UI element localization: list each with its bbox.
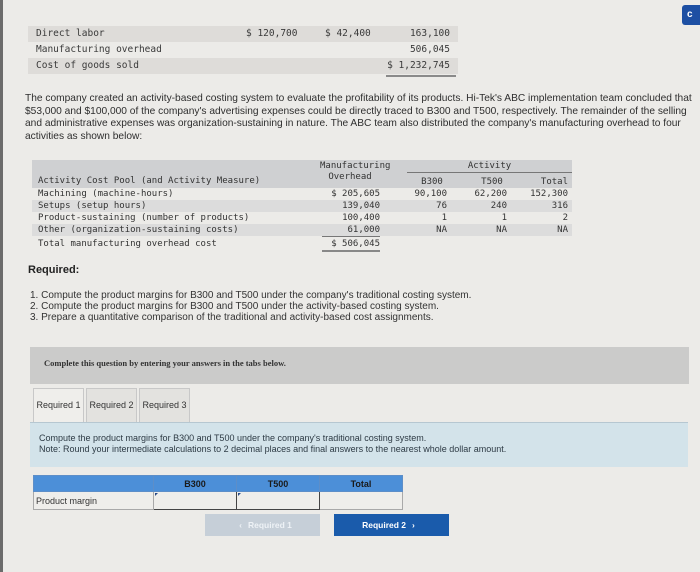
cost-of-goods-table: [28, 26, 458, 74]
header-blank: [34, 476, 154, 492]
total-value: 2: [562, 213, 568, 223]
overhead-value: 61,000: [322, 224, 380, 237]
total-value: $ 1,232,745: [387, 60, 450, 71]
total-value: 163,100: [409, 28, 450, 39]
header-pool: Activity Cost Pool (and Activity Measure): [38, 176, 261, 186]
b300-value: 76: [436, 201, 447, 211]
table-row: [32, 224, 572, 236]
total-value: NA: [557, 225, 568, 235]
pool-label: Other (organization-sustaining costs): [38, 225, 239, 235]
chevron-left-icon: ‹: [239, 520, 242, 530]
previous-required-button[interactable]: [205, 514, 320, 536]
t500-value: NA: [496, 225, 507, 235]
answer-table: [33, 475, 403, 510]
pool-label: Total manufacturing overhead cost: [38, 239, 217, 249]
overhead-value: 100,400: [342, 213, 380, 223]
double-underline: [386, 75, 456, 78]
header-overhead: [320, 161, 391, 183]
instruction-text: Complete this question by entering your answers in the tabs below.: [44, 358, 286, 368]
overhead-total-value: $ 506,045: [322, 238, 380, 252]
overhead-value: 139,040: [342, 201, 380, 211]
required-item: 1. Compute the product margins for B300 and T500 under the company's traditional costing system.: [30, 290, 472, 301]
header-total: Total: [320, 476, 403, 492]
table-row: [32, 188, 572, 200]
overhead-value: $ 205,605: [331, 189, 380, 199]
pool-label: Product-sustaining (number of products): [38, 213, 250, 223]
t500-value: $ 42,400: [325, 28, 371, 39]
tab-required-3[interactable]: Required 3: [139, 388, 190, 422]
t500-margin-input[interactable]: [237, 492, 320, 510]
cogs-row-cost-of-goods-sold: [28, 58, 458, 74]
table-row: [34, 492, 403, 510]
b300-value: $ 120,700: [246, 28, 298, 39]
required-heading: Required:: [28, 264, 80, 276]
corner-button[interactable]: c: [682, 5, 700, 25]
b300-margin-input[interactable]: [154, 492, 237, 510]
total-value: 152,300: [530, 189, 568, 199]
header-b300: B300: [154, 476, 237, 492]
b300-value: 90,100: [414, 189, 447, 199]
prev-label: Required 1: [247, 520, 292, 530]
row-label: Cost of goods sold: [36, 60, 139, 71]
t500-value: 1: [501, 213, 507, 223]
total-value: 506,045: [410, 42, 450, 59]
table-row: [32, 212, 572, 224]
tab-required-1[interactable]: Required 1: [33, 388, 84, 423]
header-total: Total: [540, 177, 568, 187]
row-label: Manufacturing overhead: [36, 44, 162, 55]
tab-required-2[interactable]: Required 2: [86, 388, 137, 422]
prompt-text: Compute the product margins for B300 and T500 under the company's traditional costing system.: [39, 433, 427, 443]
pool-label: Machining (machine-hours): [38, 189, 174, 199]
abc-activity-table: [32, 160, 572, 250]
row-label-product-margin: Product margin: [34, 492, 154, 510]
header-t500: T500: [481, 177, 503, 187]
total-value: 316: [551, 201, 568, 211]
next-label: Required 2: [362, 520, 407, 530]
next-required-button[interactable]: [334, 514, 449, 536]
answer-table-header: [34, 476, 403, 492]
header-t500: T500: [237, 476, 320, 492]
cogs-row-overhead: [28, 42, 458, 58]
b300-value: NA: [436, 225, 447, 235]
t500-value: 240: [490, 201, 507, 211]
header-overhead-line2: Overhead: [328, 172, 372, 182]
t500-value: 62,200: [474, 189, 507, 199]
intro-paragraph: The company created an activity-based costing system to evaluate the profitability of its products. Hi-Tek's ABC implementation team concluded that $53,000 and $100,000 of the company's advertising expenses could be directly traced to B300 and T500, respectively. The remainder of the selling and administrative expenses was organization-sustaining in nature. The ABC team also distributed the company's manufacturing overhead to four activities as shown below:: [25, 93, 692, 142]
prompt-note: Note: Round your intermediate calculations to 2 decimal places and final answers to the nearest whole dollar amount.: [39, 444, 507, 454]
total-margin-cell: [320, 492, 403, 510]
header-b300: B300: [421, 177, 443, 187]
window-edge: [0, 0, 3, 572]
tab-bar: [33, 388, 192, 422]
header-activity: Activity: [407, 161, 572, 173]
question-prompt: [30, 422, 688, 467]
cogs-row-direct-labor: [28, 26, 458, 42]
abc-table-header: [32, 160, 572, 188]
table-total-row: [32, 238, 572, 250]
chevron-right-icon: ›: [412, 520, 415, 530]
pool-label: Setups (setup hours): [38, 201, 147, 211]
required-item: 2. Compute the product margins for B300 and T500 under the activity-based costing system.: [30, 301, 439, 312]
required-list: [30, 290, 471, 323]
required-item: 3. Prepare a quantitative comparison of the traditional and activity-based cost assignments.: [30, 312, 434, 323]
header-overhead-line1: Manufacturing: [320, 161, 391, 171]
instruction-banner: [30, 347, 689, 384]
b300-value: 1: [441, 213, 447, 223]
table-row: [32, 200, 572, 212]
row-label: Direct labor: [36, 28, 105, 39]
